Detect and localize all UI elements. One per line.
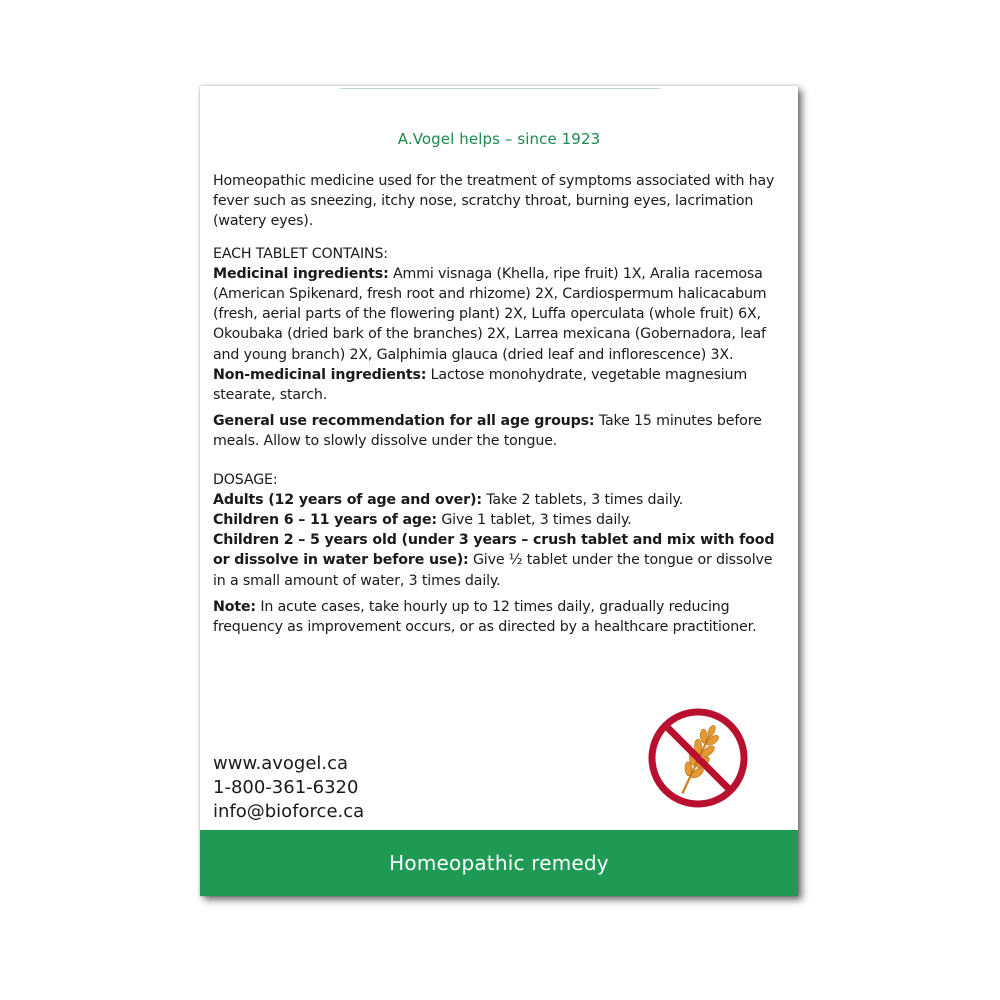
website-link[interactable]: www.avogel.ca <box>213 753 349 774</box>
dosage-label: Adults (12 years of age and over): <box>213 491 482 508</box>
note-label: Note: <box>213 598 256 615</box>
label-body <box>213 171 783 637</box>
dosage-label: Children 2 – 5 years old (under 3 years – crush tablet and mix with food or dissolve in water before use): <box>213 532 775 569</box>
dosage-text: Give ½ tablet under the tongue or dissolve in a small amount of water, 3 times daily. <box>213 552 773 589</box>
dosage-text: Take 2 tablets, 3 times daily. <box>486 491 684 508</box>
medicinal-text: Ammi visnaga (Khella, ripe fruit) 1X, Aralia racemosa (American Spikenard, fresh root and rhizome) 2X, Cardiospermum halicacabum (fresh, aerial parts of the flowering plant) 2X, Luffa operculata (whole fruit) 6X, Okoubaka (dried bark of the branches) 2X, Larrea mexicana (Gobernadora, leaf and young branch) 2X, Galphimia glauca (dried leaf and inflorescence) 3X. <box>213 265 767 363</box>
brand-tagline: A.Vogel helps – since 1923 <box>397 130 601 148</box>
email-link[interactable]: info@bioforce.ca <box>213 801 365 822</box>
medicinal-ingredients <box>213 264 783 365</box>
medicinal-label: Medicinal ingredients: <box>213 265 389 282</box>
no-wheat-icon <box>648 708 748 808</box>
non-medicinal-label: Non-medicinal ingredients: <box>213 366 427 383</box>
dosage-heading: DOSAGE: <box>213 471 278 488</box>
dosage-label: Children 6 – 11 years of age: <box>213 512 437 529</box>
non-medicinal-ingredients <box>213 365 783 405</box>
dosage-children-2-5 <box>213 530 783 591</box>
general-use-label: General use recommendation for all age groups: <box>213 413 595 430</box>
general-use-text: Take 15 minutes before meals. Allow to slowly dissolve under the tongue. <box>213 413 762 450</box>
contact-block <box>213 752 364 824</box>
phone-number[interactable]: 1-800-361-6320 <box>213 777 359 798</box>
product-label-panel <box>200 86 798 896</box>
general-use <box>213 411 783 451</box>
contains-heading: EACH TABLET CONTAINS: <box>213 245 388 262</box>
top-divider <box>340 88 660 89</box>
non-medicinal-text: Lactose monohydrate, vegetable magnesium stearate, starch. <box>213 366 748 404</box>
dosage-adults <box>213 490 783 510</box>
dosage-text: Give 1 tablet, 3 times daily. <box>441 512 632 529</box>
description: Homeopathic medicine used for the treatment of symptoms associated with hay fever such as sneezing, itchy nose, scratchy throat, burning eyes, lacrimation (watery eyes). <box>213 173 775 230</box>
dosage-children-6-11 <box>213 510 783 530</box>
footer-band <box>200 830 798 896</box>
note-text: In acute cases, take hourly up to 12 times daily, gradually reducing frequency as improvement occurs, or as directed by a healthcare practitioner. <box>213 598 757 636</box>
note <box>213 597 783 637</box>
footer-label: Homeopathic remedy <box>389 851 609 875</box>
